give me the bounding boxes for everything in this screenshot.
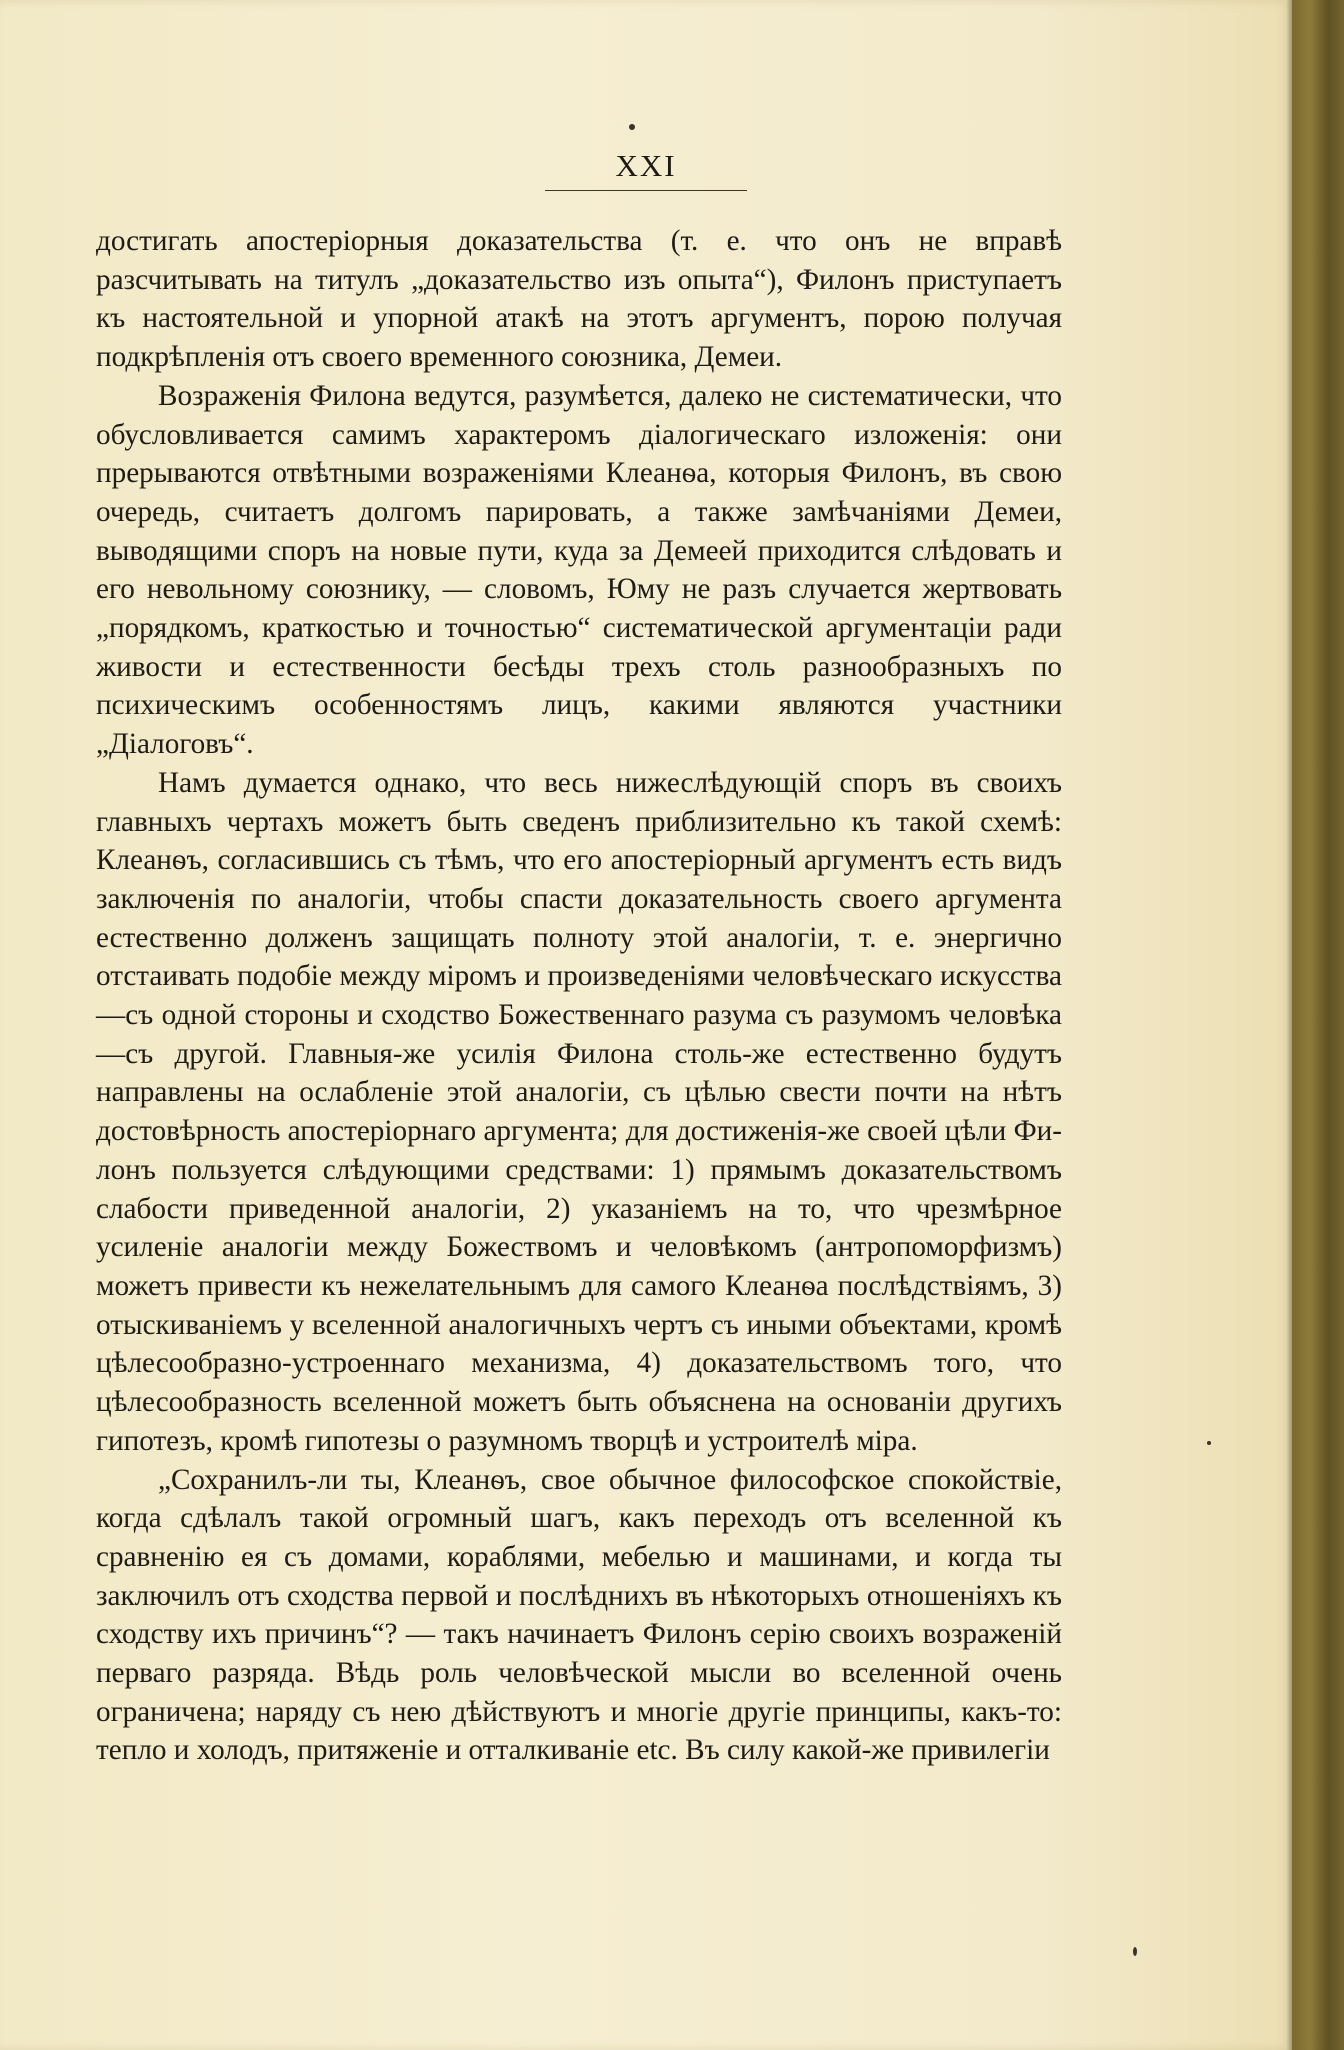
body-text <box>96 222 1062 1770</box>
paragraph: Возраженія Филона ведутся, разумѣется, далеко не систематически, что обусловливается самимъ характеромъ діалогическаго изложенія: они прерываются отвѣтными возраженіями Клеанѳа, которыя Филонъ, въ свою очередь, считаетъ долгомъ парировать, а также замѣчаніями Демеи, выводящими споръ на новые пути, куда за Демеей приходится слѣдовать и его невольному союзнику, — словомъ, Юму не разъ случается жертвовать „порядкомъ, краткостью и точностью“ систематической аргументаціи ради живости и естественности бесѣды трехъ столь разнообразныхъ по психическимъ особенностямъ лицъ, какими являются участники „Діалоговъ“. <box>96 379 1062 761</box>
paragraph: Намъ думается однако, что весь нижеслѣдующій споръ въ своихъ главныхъ чертахъ можетъ быть сведенъ приблизительно къ такой схемѣ: Клеанѳъ, согласившись съ тѣмъ, что его апостеріорный аргументъ есть видъ заключенія по аналогіи, чтобы спасти доказательность своего аргумента естественно долженъ защищать полноту этой аналогіи, т. е. энергично отстаивать подобіе между міромъ и произведеніями человѣческаго искусства—съ одной стороны и сходство Божественнаго разума съ разумомъ человѣка—съ другой. Главныя-же усилія Филона столь-же естественно будутъ направлены на ослабленіе этой аналогіи, съ цѣлью свести почти на нѣтъ достовѣрность апостеріорнаго аргумента; для достиженія-же своей цѣли Филонъ пользуется слѣдующими средствами: 1) прямымъ доказательствомъ слабости приведенной аналогіи, 2) указаніемъ на то, что чрезмѣрное усиленіе аналогіи между Божествомъ и человѣкомъ (антропоморфизмъ) можетъ привести къ нежелательнымъ для самого Клеанѳа послѣдствіямъ, 3) отыскиваніемъ у вселенной аналогичныхъ чертъ съ иными объектами, кромѣ цѣлесообразно-устроеннаго механизма, 4) доказательствомъ того, что цѣлесообразность вселенной можетъ быть объяснена на основаніи другихъ гипотезъ, кромѣ гипотезы о разумномъ творцѣ и устроителѣ міра. <box>96 766 1062 1457</box>
page-number: XXI <box>545 148 746 191</box>
ink-speck <box>1207 1441 1211 1445</box>
ink-speck <box>629 124 635 130</box>
paragraph: „Сохранилъ-ли ты, Клеанѳъ, свое обычное философское спокойствіе, когда сдѣлалъ такой огромный шагъ, какъ переходъ отъ вселенной къ сравненію ея съ домами, кораблями, мебелью и машинами, и когда ты заключилъ отъ сходства первой и послѣднихъ въ нѣкоторыхъ отношеніяхъ къ сходству ихъ причинъ“? — такъ начинаетъ Филонъ серію своихъ возраженій перваго разряда. Вѣдь роль человѣческой мысли во вселенной очень ограничена; наряду съ нею дѣйствуютъ и многіе другіе принципы, какъ-то: тепло и холодъ, притяженіе и отталкиваніе etc. Въ силу какой-же привилегіи <box>96 1463 1062 1767</box>
paragraph: достигать апостеріорныя доказательства (т. е. что онъ не вправѣ разсчитывать на титулъ „доказательство изъ опыта“), Филонъ приступаетъ къ настоятельной и упорной атакѣ на этотъ аргументъ, порою получая подкрѣпленія отъ своего временного союзника, Демеи. <box>96 225 1062 374</box>
ink-speck <box>1133 1947 1137 1956</box>
page-header <box>0 148 1292 191</box>
book-binding <box>1292 0 1344 2050</box>
